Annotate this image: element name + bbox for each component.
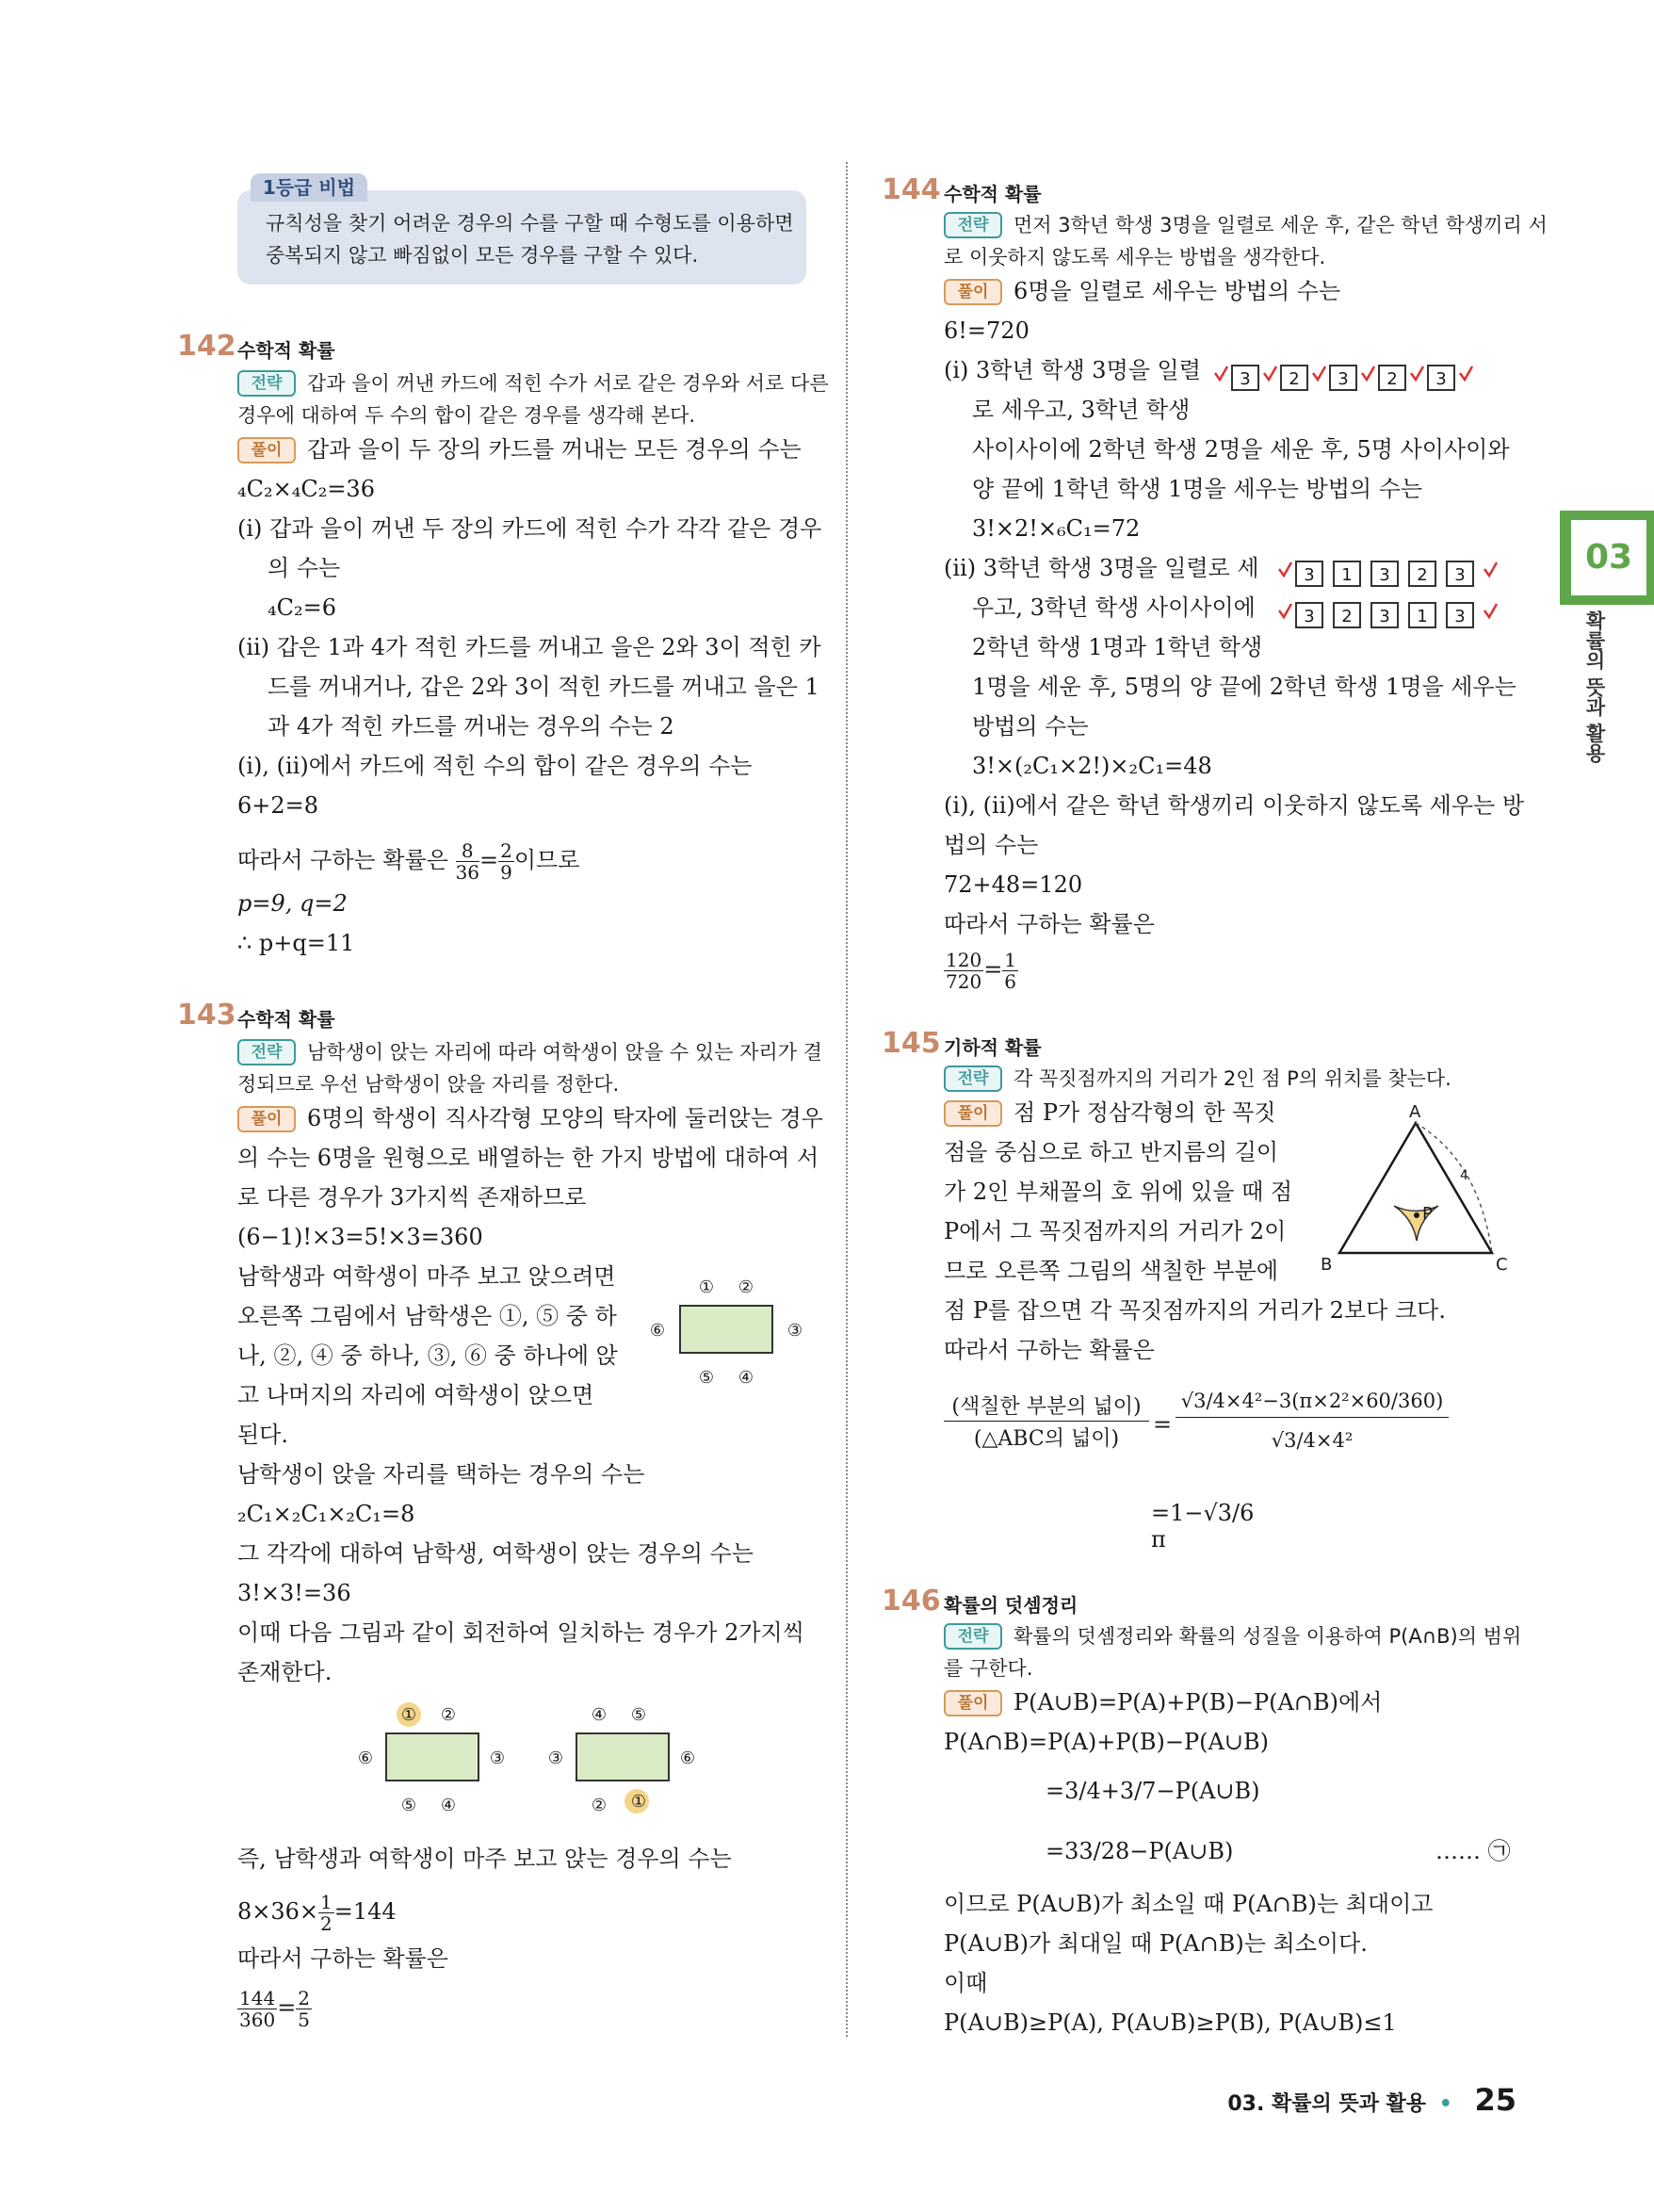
solution-line: 점 P를 잡으면 각 꼭짓점까지의 거리가 2보다 크다. xyxy=(944,1297,1446,1324)
solution-line: 남학생이 앉을 자리를 택하는 경우의 수는 xyxy=(237,1461,645,1488)
solution-line: 의 수는 6명을 원형으로 배열하는 한 가지 방법에 대하여 서 xyxy=(237,1145,819,1171)
arrangement-rows xyxy=(1275,558,1522,637)
solution-line: 따라서 구하는 확률은 xyxy=(944,1337,1155,1363)
strategy-text: 먼저 3학년 학생 3명을 일렬로 세운 후, 같은 학년 학생끼리 서 xyxy=(1013,214,1548,236)
solution-line: 가 2인 부채꼴의 호 위에 있을 때 점 xyxy=(944,1179,1293,1205)
svg-text:⑤: ⑤ xyxy=(400,1796,417,1815)
svg-text:④: ④ xyxy=(440,1796,457,1815)
strategy-tag: 전략 xyxy=(237,370,296,397)
solution-line: 6!=720 xyxy=(944,317,1030,344)
strategy-text: 남학생이 앉는 자리에 따라 여학생이 앉을 수 있는 자리가 결 xyxy=(307,1041,822,1064)
solution-line: 므로 오른쪽 그림의 색칠한 부분에 xyxy=(944,1258,1279,1284)
vertex-b-label: B xyxy=(1321,1255,1333,1275)
problem-number: 142 xyxy=(177,330,236,363)
svg-text:③: ③ xyxy=(547,1748,564,1768)
svg-text:3: 3 xyxy=(1454,607,1466,626)
probability-result: $\frac{120}{720}$ = $\frac{1}{6}$ xyxy=(946,949,1017,993)
tip-line: 규칙성을 찾기 어려운 경우의 수를 구할 때 수형도를 이용하면 xyxy=(266,212,794,235)
seat-3: ③ xyxy=(786,1321,803,1341)
problem-title: 수학적 확률 xyxy=(944,183,1042,205)
solution-line: 6명의 학생이 직사각형 모양의 탁자에 둘러앉는 경우 xyxy=(307,1105,823,1131)
svg-text:3: 3 xyxy=(1435,369,1447,389)
svg-text:②: ② xyxy=(440,1705,457,1725)
solution-line: 고 나머지의 자리에 여학생이 앉으면 xyxy=(237,1382,594,1408)
solution-line: 오른쪽 그림에서 남학생은 ①, ⑤ 중 하 xyxy=(237,1303,617,1329)
solution-line: (ⅰ) 갑과 을이 꺼낸 두 장의 카드에 적힌 수가 각각 같은 경우 xyxy=(237,515,822,542)
solution-line: P(A∪B)≥P(A), P(A∪B)≥P(B), P(A∪B)≤1 xyxy=(944,2009,1397,2036)
solution-line: 72+48=120 xyxy=(944,871,1083,898)
strategy-tag: 전략 xyxy=(237,1039,296,1065)
svg-text:④: ④ xyxy=(591,1705,608,1725)
strategy-text: 확률의 덧셈정리와 확률의 성질을 이용하여 P(A∩B)의 범위 xyxy=(1013,1625,1522,1648)
svg-text:1: 1 xyxy=(1417,607,1428,626)
point-p-label: P xyxy=(1422,1204,1433,1224)
solution-line: 이때 xyxy=(944,1970,988,1996)
case-line: 로 세우고, 3학년 학생 xyxy=(972,397,1191,423)
seating-diagram xyxy=(637,1266,818,1394)
solution-line: ₄C₂×₄C₂=36 xyxy=(237,476,375,502)
svg-text:1: 1 xyxy=(1341,565,1353,585)
footer-dot: • xyxy=(1438,2092,1452,2116)
case-line: 양 끝에 1학년 학생 1명을 세우는 방법의 수는 xyxy=(972,476,1423,502)
tip-line: 중복되지 않고 빠짐없이 모든 경우를 구할 수 있다. xyxy=(266,244,699,267)
solution-tag: 풀이 xyxy=(944,279,1002,305)
solution-line: P에서 그 꼭짓점까지의 거리가 2이 xyxy=(944,1218,1287,1244)
solution-line: 존재한다. xyxy=(237,1659,332,1685)
svg-text:⑥: ⑥ xyxy=(679,1748,696,1768)
svg-text:②: ② xyxy=(591,1796,608,1815)
solution-line: (6−1)!×3=5!×3=360 xyxy=(237,1224,483,1250)
svg-text:3: 3 xyxy=(1240,369,1251,389)
rotation-diagram xyxy=(343,1694,712,1822)
page-footer xyxy=(1227,2082,1516,2118)
solution-line: 점 P가 정삼각형의 한 꼭짓 xyxy=(1013,1099,1276,1126)
problem-title: 수학적 확률 xyxy=(237,1008,335,1031)
calc-line: 8×36× $\frac{1}{2}$ =144 xyxy=(237,1891,397,1935)
strategy-text: 로 이웃하지 않도록 세우는 방법을 생각한다. xyxy=(944,246,1326,268)
case-line: 3!×2!×₆C₁=72 xyxy=(972,515,1141,542)
solution-line: P(A∪B)=P(A)+P(B)−P(A∩B)에서 xyxy=(1013,1689,1383,1716)
chapter-tab xyxy=(1560,511,1654,605)
vertex-a-label: A xyxy=(1409,1104,1421,1122)
svg-text:③: ③ xyxy=(489,1748,506,1768)
column-divider xyxy=(846,162,848,2037)
vertex-c-label: C xyxy=(1496,1255,1508,1275)
case-line: 3!×(₂C₁×2!)×₂C₁=48 xyxy=(972,753,1212,779)
tip-box xyxy=(237,190,806,285)
solution-tag: 풀이 xyxy=(944,1100,1002,1127)
svg-text:⑥: ⑥ xyxy=(357,1748,374,1768)
solution-line: ₂C₁×₂C₁×₂C₁=8 xyxy=(237,1501,415,1527)
svg-text:3: 3 xyxy=(1379,607,1390,626)
strategy-text: 경우에 대하여 두 수의 합이 같은 경우를 생각해 본다. xyxy=(237,404,696,427)
svg-text:3: 3 xyxy=(1304,607,1315,626)
problem-number: 146 xyxy=(882,1585,941,1618)
case-line: 방법의 수는 xyxy=(972,713,1089,740)
chapter-number: 03 xyxy=(1571,520,1646,595)
seat-2: ② xyxy=(738,1277,754,1297)
problem-number: 145 xyxy=(882,1027,941,1060)
solution-line: 따라서 구하는 확률은 xyxy=(237,1945,448,1972)
problem-number: 144 xyxy=(882,173,941,206)
svg-text:2: 2 xyxy=(1341,607,1353,626)
solution-line: 이므로 P(A∪B)가 최소일 때 P(A∩B)는 최대이고 xyxy=(944,1891,1434,1917)
case-line: 우고, 3학년 학생 사이사이에 xyxy=(972,594,1256,621)
probability-result: $\frac{144}{360}$ = $\frac{2}{5}$ xyxy=(239,1987,311,2031)
svg-text:2: 2 xyxy=(1386,369,1398,389)
strategy-text: 갑과 을이 꺼낸 카드에 적힌 수가 서로 같은 경우와 서로 다른 xyxy=(307,372,829,395)
svg-text:3: 3 xyxy=(1338,369,1349,389)
solution-line: 점을 중심으로 하고 반지름의 길이 xyxy=(944,1139,1279,1165)
svg-text:3: 3 xyxy=(1454,565,1466,585)
case-line: 사이사이에 2학년 학생 2명을 세운 후, 5명 사이사이와 xyxy=(972,436,1510,463)
svg-text:⑤: ⑤ xyxy=(630,1705,647,1725)
case-line: 1명을 세운 후, 5명의 양 끝에 2학년 학생 1명을 세우는 xyxy=(972,674,1516,700)
solution-line: 된다. xyxy=(237,1422,288,1448)
solution-line: P(A∩B)=P(A)+P(B)−P(A∪B) xyxy=(944,1729,1269,1755)
solution-line: 3!×3!=36 xyxy=(237,1580,351,1606)
strategy-tag: 전략 xyxy=(944,1623,1002,1650)
case-line: (ⅱ) 3학년 학생 3명을 일렬로 세 xyxy=(944,555,1259,581)
strategy-text: 를 구한다. xyxy=(944,1657,1033,1680)
svg-text:2: 2 xyxy=(1417,565,1428,585)
solution-tag: 풀이 xyxy=(944,1690,1002,1716)
seat-5: ⑤ xyxy=(698,1368,715,1388)
svg-text:3: 3 xyxy=(1379,565,1390,585)
answer-line: ∴ p+q=11 xyxy=(237,930,355,956)
solution-line: 나, ②, ④ 중 하나, ③, ⑥ 중 하나에 앉 xyxy=(237,1342,618,1369)
seat-6: ⑥ xyxy=(649,1321,666,1341)
solution-line: 드를 꺼내거나, 갑은 2와 3이 적힌 카드를 꺼내고 을은 1 xyxy=(268,674,819,700)
problem-title: 기하적 확률 xyxy=(944,1036,1042,1059)
case-line: (ⅰ) 3학년 학생 3명을 일렬 xyxy=(944,357,1201,383)
probability-line: 따라서 구하는 확률은 $\frac{8}{36}$ = $\frac{2}{9}$ 이므로 xyxy=(237,839,580,884)
solution-line: 로 다른 경우가 3가지씩 존재하므로 xyxy=(237,1184,587,1211)
solution-line: p=9, q=2 xyxy=(237,890,348,917)
solution-line: 이때 다음 그림과 같이 회전하여 일치하는 경우가 2가지씩 xyxy=(237,1619,804,1646)
seat-4: ④ xyxy=(738,1368,754,1388)
strategy-tag: 전략 xyxy=(944,212,1002,238)
page-number: 25 xyxy=(1474,2082,1516,2118)
solution-line: (ⅰ), (ⅱ)에서 같은 학년 학생끼리 이웃하지 않도록 세우는 방 xyxy=(944,792,1525,819)
solution-line: 갑과 을이 두 장의 카드를 꺼내는 모든 경우의 수는 xyxy=(307,436,802,463)
triangle-figure xyxy=(1319,1104,1522,1283)
solution-line: 따라서 구하는 확률은 xyxy=(944,911,1155,937)
tip-tab: 1등급 비법 xyxy=(251,173,367,202)
solution-line: 즉, 남학생과 여학생이 마주 보고 앉는 경우의 수는 xyxy=(237,1846,732,1872)
solution-line: 그 각각에 대하여 남학생, 여학생이 앉는 경우의 수는 xyxy=(237,1540,754,1567)
chapter-title: 확률의 뜻과 활용 xyxy=(1583,610,1606,763)
solution-line: ₄C₂=6 xyxy=(268,594,336,621)
arrangement-row xyxy=(1211,360,1516,394)
solution-line: 남학생과 여학생이 마주 보고 앉으려면 xyxy=(237,1263,616,1290)
svg-text:3: 3 xyxy=(1304,565,1315,585)
solution-line: (ⅰ), (ⅱ)에서 카드에 적힌 수의 합이 같은 경우의 수는 xyxy=(237,753,753,779)
solution-line: 6명을 일렬로 세우는 방법의 수는 xyxy=(1013,278,1341,304)
svg-text:①: ① xyxy=(400,1705,417,1725)
solution-tag: 풀이 xyxy=(237,437,296,464)
svg-text:2: 2 xyxy=(1289,369,1300,389)
strategy-tag: 전략 xyxy=(944,1065,1002,1092)
equation-line: =3/4+3/7−P(A∪B) xyxy=(1046,1778,1260,1804)
solution-line: 6+2=8 xyxy=(237,792,319,819)
equation-tag: …… ㉠ xyxy=(1435,1838,1511,1864)
strategy-text: 정되므로 우선 남학생이 앉을 자리를 정한다. xyxy=(237,1073,620,1096)
case-line: 2학년 학생 1명과 1학년 학생 xyxy=(972,634,1263,660)
problem-title: 확률의 덧셈정리 xyxy=(944,1594,1078,1617)
footer-chapter: 03. 확률의 뜻과 활용 xyxy=(1227,2092,1427,2116)
solution-line: (ⅱ) 갑은 1과 4가 적힌 카드를 꺼내고 을은 2와 3이 적힌 카 xyxy=(237,634,821,660)
solution-line: P(A∪B)가 최대일 때 P(A∩B)는 최소이다. xyxy=(944,1930,1368,1957)
solution-line: 과 4가 적힌 카드를 꺼내는 경우의 수는 2 xyxy=(268,713,674,740)
strategy-text: 각 꼭짓점까지의 거리가 2인 점 P의 위치를 찾는다. xyxy=(1013,1067,1451,1090)
equation-line: =33/28−P(A∪B) xyxy=(1046,1838,1234,1864)
side-length-label: 4 xyxy=(1460,1168,1468,1183)
solution-tag: 풀이 xyxy=(237,1106,296,1132)
solution-line: 법의 수는 xyxy=(944,832,1039,858)
solution-line: 의 수는 xyxy=(268,555,341,581)
problem-number: 143 xyxy=(177,999,236,1032)
seat-1: ① xyxy=(698,1277,715,1297)
svg-text:①: ① xyxy=(630,1792,647,1812)
problem-title: 수학적 확률 xyxy=(237,339,335,362)
